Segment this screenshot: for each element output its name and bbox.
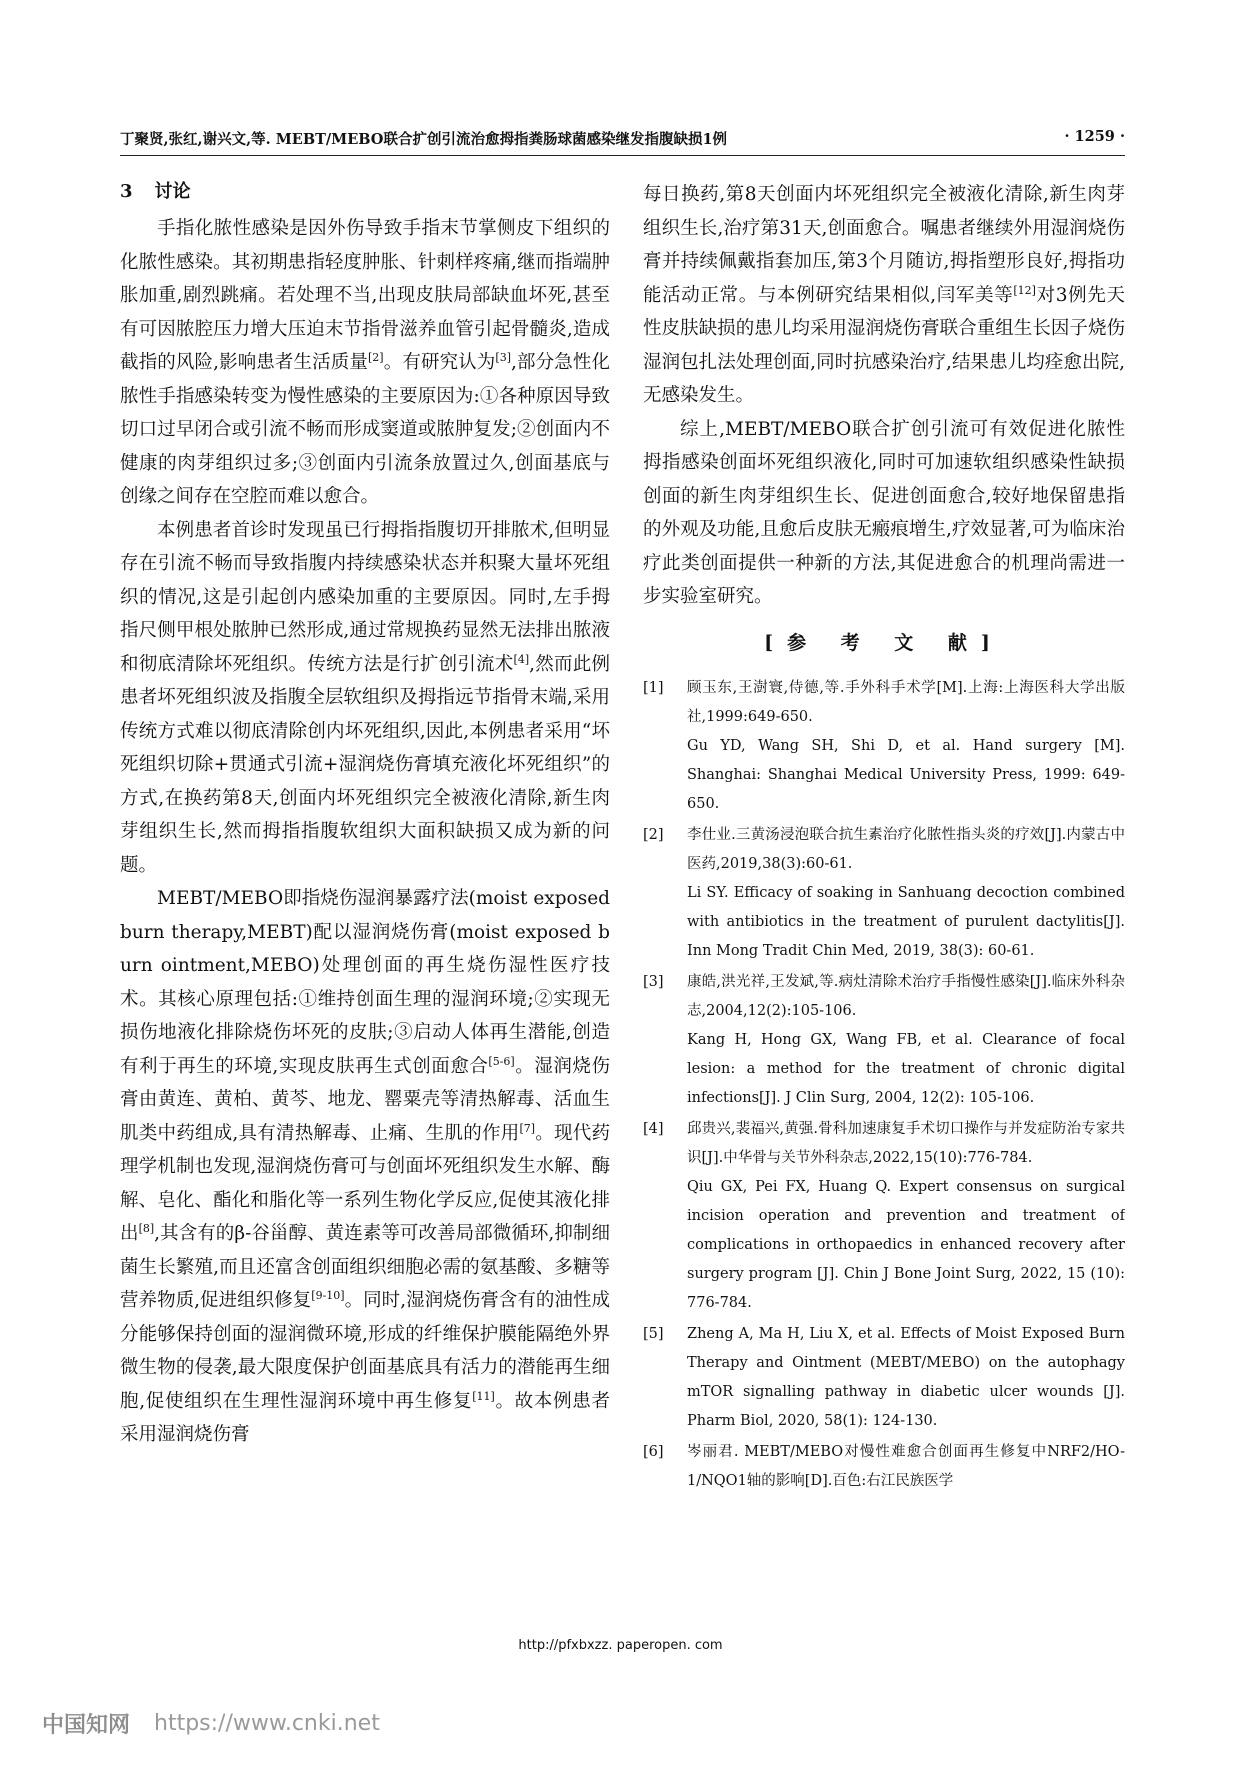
paragraph: 每日换药,第8天创面内坏死组织完全被液化清除,新生肉芽组织生长,治疗第31天,创面愈合。嘱患者继续外用湿润烧伤膏并持续佩戴指套加压,第3个月随访,拇指塑形良好,拇指功能活动正常。与本例研究结果相似,闫军美等[12]对3例先天性皮肤缺损的患儿均采用湿润烧伤膏联合重组生长因子烧伤湿润包扎法处理创面,同时抗感染治疗,结果患儿均痊愈出院,无感染发生。 (643, 184, 1125, 406)
citation-marker: [2] (368, 350, 384, 364)
reference-line: 邱贵兴,裴福兴,黄强.骨科加速康复手术切口操作与并发症防治专家共识[J].中华骨与关节外科杂志,2022,15(10):776-784. (687, 1120, 1125, 1166)
reference-line: Zheng A, Ma H, Liu X, et al. Effects of Moist Exposed Burn Therapy and Ointment (MEBT/MEBO) on the autophagy mTOR signalling pathway in diabetic ulcer wounds [J]. Pharm Biol, 2020, 58(1): 124-130. (687, 1325, 1125, 1429)
paragraph: MEBT/MEBO即指烧伤湿润暴露疗法(moist exposed burn therapy,MEBT)配以湿润烧伤膏(moist exposed burn ointment,MEBO)处理创面的再生烧伤湿性医疗技术。其核心原理包括:①维持创面生理的湿润环境;②实现无损伤地液化排除烧伤坏死的皮肤;③启动人体再生潜能,创造有利于再生的环境,实现皮肤再生式创面愈合[5-6]。湿润烧伤膏由黄连、黄柏、黄芩、地龙、罂粟壳等清热解毒、活血生肌类中药组成,具有清热解毒、止痛、生肌的作用[7]。现代药理学机制也发现,湿润烧伤膏可与创面坏死组织发生水解、酶解、皂化、酯化和脂化等一系列生物化学反应,促使其液化排出[8],其含有的β-谷甾醇、黄连素等可改善局部微循环,抑制细菌生长繁殖,而且还富含创面组织细胞必需的氨基酸、多糖等营养物质,促进组织修复[9-10]。同时,湿润烧伤膏含有的油性成分能够保持创面的湿润微环境,形成的纤维保护膜能隔绝外界微生物的侵袭,最大限度保护创面基底具有活力的潜能再生细胞,促使组织在生理性湿润环境中再生修复[11]。故本例患者采用湿润烧伤膏 (120, 888, 610, 1445)
section-heading (120, 178, 610, 206)
reference-line: 李仕业.三黄汤浸泡联合抗生素治疗化脓性指头炎的疗效[J].内蒙古中医药,2019,38(3):60-61. (687, 826, 1125, 872)
section-number: 3 (120, 181, 133, 202)
reference-line: Kang H, Hong GX, Wang FB, et al. Clearance of focal lesion: a method for the treatment of chronic digital infections[J]. J Clin Surg, 2004, 12(2): 105-106. (687, 1031, 1125, 1106)
reference-item (643, 968, 1125, 1113)
page-number: · 1259 · (1064, 128, 1125, 145)
reference-item (643, 1320, 1125, 1436)
citation-marker: [8] (138, 1221, 155, 1235)
paragraph: 手指化脓性感染是因外伤导致手指末节掌侧皮下组织的化脓性感染。其初期患指轻度肿胀、针刺样疼痛,继而指端肿胀加重,剧烈跳痛。若处理不当,出现皮肤局部缺血坏死,甚至有可因脓腔压力增大压迫末节指骨滋养血管引起骨髓炎,造成截指的风险,影响患者生活质量[2]。有研究认为[3],部分急性化脓性手指感染转变为慢性感染的主要原因为:①各种原因导致切口过早闭合或引流不畅而形成窦道或脓肿复发;②创面内不健康的肉芽组织过多;③创面内引流条放置过久,创面基底与创缘之间存在空腔而难以愈合。 (120, 218, 610, 507)
reference-line: 康皓,洪光祥,王发斌,等.病灶清除术治疗手指慢性感染[J].临床外科杂志,2004,12(2):105-106. (687, 973, 1125, 1019)
citation-marker: [7] (519, 1121, 536, 1135)
reference-item (643, 821, 1125, 966)
cnki-watermark (42, 1708, 380, 1739)
citation-marker: [11] (472, 1389, 495, 1403)
journal-url: http://pfxbxzz. paperopen. com (518, 1638, 723, 1653)
reference-line: Qiu GX, Pei FX, Huang Q. Expert consensus on surgical incision operation and prevention and treatment of complications in orthopaedics in enhanced recovery after surgery program [J]. Chin J Bone Joint Surg, 2022, 15 (10): 776-784. (687, 1178, 1125, 1311)
running-header (120, 128, 1125, 149)
citation-marker: [5-6] (488, 1054, 515, 1068)
citation-marker: [9-10] (311, 1288, 345, 1302)
reference-number: [3] (643, 973, 664, 990)
reference-item (643, 1115, 1125, 1318)
right-column (643, 178, 1125, 1640)
left-column (120, 178, 610, 1640)
header-rule (120, 155, 1125, 156)
reference-item (643, 1438, 1125, 1496)
reference-line: 岑丽君. MEBT/MEBO对慢性难愈合创面再生修复中NRF2/HO-1/NQO1轴的影响[D].百色:右江民族医学 (687, 1443, 1125, 1489)
citation-marker: [3] (495, 350, 512, 364)
running-header-title: 丁聚贤,张红,谢兴文,等. MEBT/MEBO联合扩创引流治愈拇指粪肠球菌感染继发指腹缺损1例 (120, 131, 728, 148)
reference-number: [2] (643, 826, 664, 843)
reference-number: [4] (643, 1120, 664, 1137)
section-title: 讨论 (154, 181, 191, 202)
reference-number: [5] (643, 1325, 664, 1342)
reference-item (643, 674, 1125, 819)
reference-number: [1] (643, 679, 664, 696)
cnki-url-link[interactable]: https://www.cnki.net (154, 1711, 380, 1736)
references-heading: [参 考 文 献] (764, 631, 1004, 654)
citation-marker: [4] (513, 652, 530, 666)
reference-number: [6] (643, 1443, 664, 1460)
citation-marker: [12] (1013, 283, 1036, 297)
cnki-logo: 中国知网 (42, 1713, 131, 1738)
reference-line: Li SY. Efficacy of soaking in Sanhuang decoction combined with antibiotics in the treatment of purulent dactylitis[J]. Inn Mong Tradit Chin Med, 2019, 38(3): 60-61. (687, 884, 1125, 959)
reference-line: 顾玉东,王澍寰,侍德,等.手外科手术学[M].上海:上海医科大学出版社,1999:649-650. (687, 679, 1125, 725)
paragraph: 本例患者首诊时发现虽已行拇指指腹切开排脓术,但明显存在引流不畅而导致指腹内持续感染状态并积聚大量坏死组织的情况,这是引起创内感染加重的主要原因。同时,左手拇指尺侧甲根处脓肿已然形成,通过常规换药显然无法排出脓液和彻底清除坏死组织。传统方法是行扩创引流术[4],然而此例患者坏死组织波及指腹全层软组织及拇指远节指骨末端,采用传统方式难以彻底清除创内坏死组织,因此,本例患者采用“坏死组织切除+贯通式引流+湿润烧伤膏填充液化坏死组织”的方式,在换药第8天,创面内坏死组织完全被液化清除,新生肉芽组织生长,然而拇指指腹软组织大面积缺损又成为新的问题。 (120, 519, 610, 876)
reference-line: Gu YD, Wang SH, Shi D, et al. Hand surgery [M]. Shanghai: Shanghai Medical University Press, 1999: 649-650. (687, 737, 1125, 812)
paragraph: 综上,MEBT/MEBO联合扩创引流可有效促进化脓性拇指感染创面坏死组织液化,同时可加速软组织感染性缺损创面的新生肉芽组织生长、促进创面愈合,较好地保留患指的外观及功能,且愈后皮肤无瘢痕增生,疗效显著,可为临床治疗此类创面提供一种新的方法,其促进愈合的机理尚需进一步实验室研究。 (643, 418, 1125, 607)
